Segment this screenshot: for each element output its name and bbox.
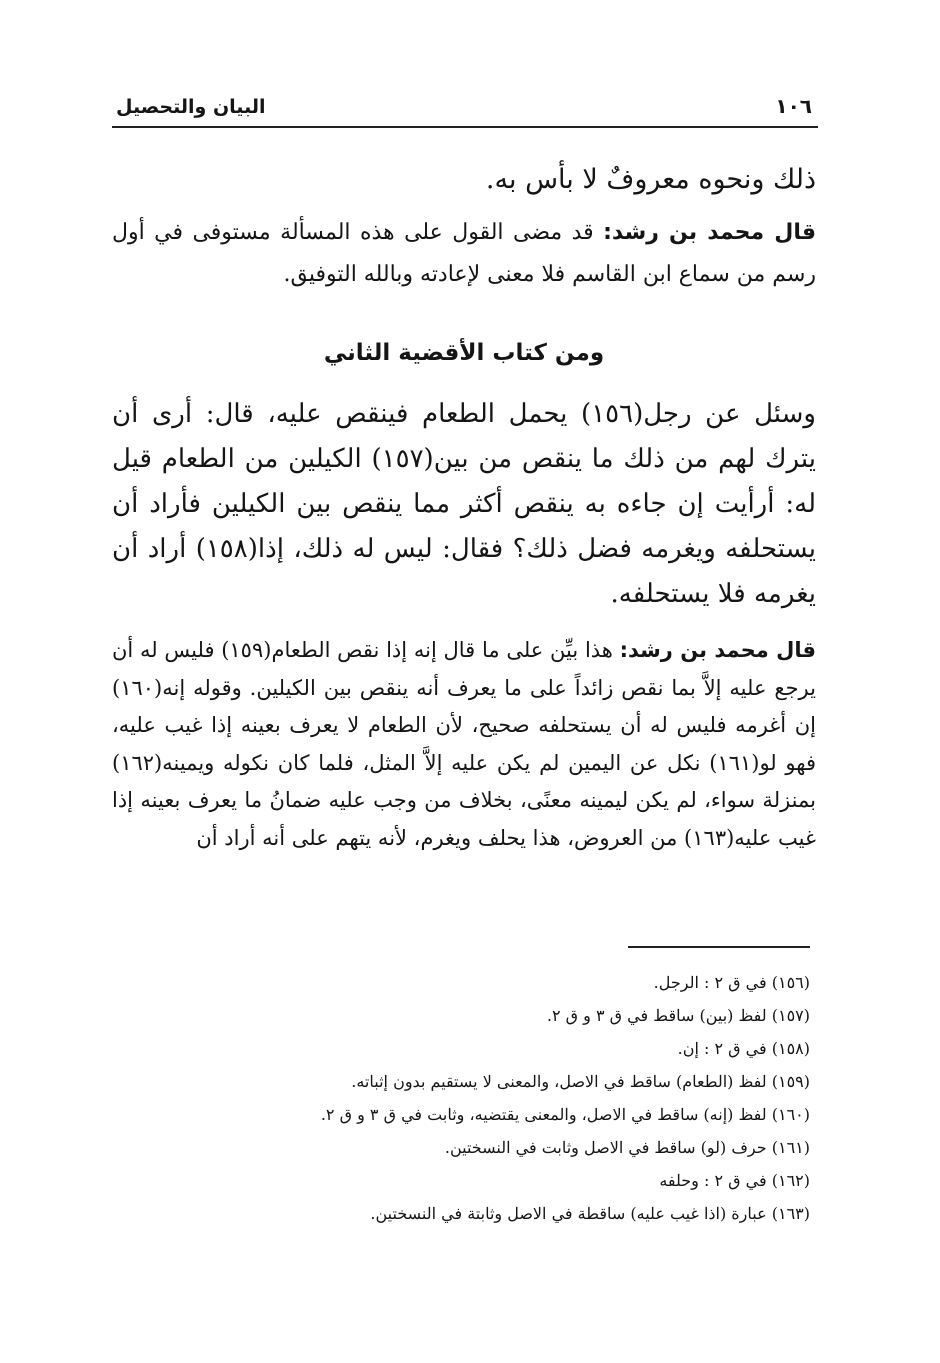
footnote-item: (١٦٢) في ق ٢ : وحلفه <box>659 1171 810 1190</box>
speaker-label: قال محمد بن رشد: <box>603 220 816 245</box>
footnotes-list <box>112 966 810 1230</box>
paragraph-4 <box>112 632 816 857</box>
paragraph-1: ذلك ونحوه معروفٌ لا بأس به. <box>485 164 816 195</box>
footnote-item: (١٦٠) لفظ (إنه) ساقط في الاصل، والمعنى يقتضيه، وثابت في ق ٣ و ق ٢. <box>320 1105 810 1124</box>
running-header <box>112 92 818 128</box>
footnote-item: (١٥٩) لفظ (الطعام) ساقط في الاصل، والمعنى لا يستقيم بدون إثباته. <box>351 1072 810 1091</box>
footnote-item: (١٥٦) في ق ٢ : الرجل. <box>653 973 810 992</box>
book-title: البيان والتحصيل <box>116 96 266 118</box>
footnote-item: (١٥٧) لفظ (بين) ساقط في ق ٣ و ق ٢. <box>546 1006 810 1025</box>
footnote-item: (١٦١) حرف (لو) ساقط في الاصل وثابت في النسختين. <box>444 1138 810 1157</box>
paragraph-2-text: قد مضى القول على هذه المسألة مستوفى في أول رسم من سماع ابن القاسم فلا معنى لإعادته وبالله التوفيق. <box>112 220 816 287</box>
page-number: ١٠٦ <box>775 94 812 118</box>
paragraph-3: وسئل عن رجل(١٥٦) يحمل الطعام فينقص عليه، قال: أرى أن يترك لهم من ذلك ما ينقص من بين(١٥٧) الكيلين من الطعام قيل له: أرأيت إن جاءه به ينقص أكثر مما ينقص بين الكيلين فأراد أن يستحلفه ويغرمه فضل ذلك؟ فقال: ليس له ذلك، إذا(١٥٨) أراد أن يغرمه فلا يستحلفه. <box>112 399 817 609</box>
footnote-divider <box>628 946 810 948</box>
paragraph-2 <box>112 212 816 296</box>
footnote-item: (١٥٨) في ق ٢ : إن. <box>677 1039 810 1058</box>
speaker-label: قال محمد بن رشد: <box>619 638 816 662</box>
paragraph-4-text: هذا بيِّن على ما قال إنه إذا نقص الطعام(١٥٩) فليس له أن يرجع عليه إلاَّ بما نقص زائداً على ما يعرف أنه ينقص بين الكيلين. وقوله إنه(١٦٠) إن أغرمه فليس له أن يستحلفه صحيح، لأن الطعام لا يعرف بعينه إذا غيب عليه، فهو لو(١٦١) نكل عن اليمين لم يكن عليه إلاَّ المثل، فلما كان نكوله ويمينه(١٦٢) بمنزلة سواء، لم يكن ليمينه معنًى، بخلاف من وجب عليه ضمانُ ما يعرف بعينه إذا غيب عليه(١٦٣) من العروض، هذا يحلف ويغرم، لأنه يتهم على أنه أراد أن <box>112 638 816 850</box>
section-heading: ومن كتاب الأقضية الثاني <box>323 340 605 366</box>
footnote-item: (١٦٣) عبارة (اذا غيب عليه) ساقطة في الاصل وثابتة في النسختين. <box>370 1204 810 1223</box>
